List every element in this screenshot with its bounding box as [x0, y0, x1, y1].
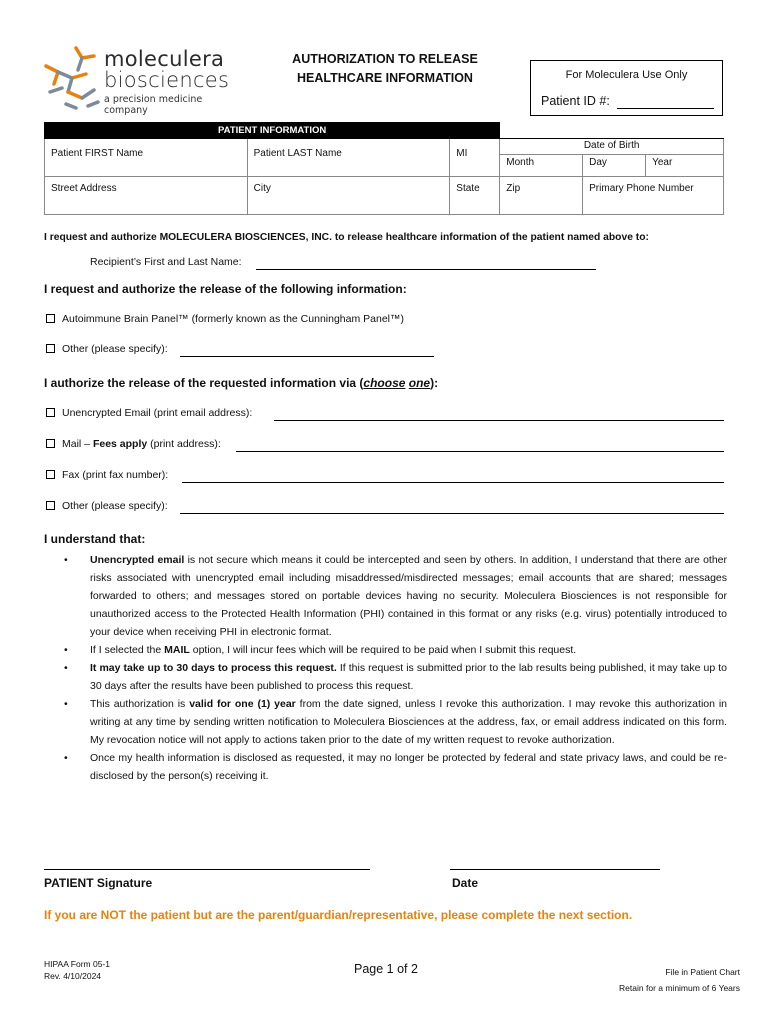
form-title-line1: AUTHORIZATION TO RELEASE: [292, 52, 478, 66]
option-brain-panel[interactable]: [46, 313, 404, 325]
brain-panel-checkbox[interactable]: [46, 314, 55, 323]
file-note: File in Patient Chart: [665, 967, 740, 977]
terms-item-mail-pre: If I selected the: [90, 644, 165, 656]
mail-label-post: (print address):: [147, 438, 221, 450]
terms-heading: I understand that:: [44, 532, 146, 546]
city-field[interactable]: [247, 177, 450, 215]
state-label: State: [456, 183, 480, 194]
dob-header: Date of Birth: [500, 139, 724, 155]
middle-initial-field[interactable]: [450, 139, 500, 177]
request-statement: I request and authorize MOLECULERA BIOSCIENCES, INC. to release healthcare information of the patient named above to:: [44, 232, 649, 243]
mail-label-fees: Fees apply: [92, 438, 148, 450]
other-method-checkbox[interactable]: [46, 501, 55, 510]
recipient-name-label: Recipient’s First and Last Name:: [90, 256, 242, 268]
first-name-label: Patient FIRST Name: [51, 148, 144, 159]
release-info-heading: I request and authorize the release of the following information:: [44, 282, 407, 296]
internal-use-box: [530, 60, 723, 116]
other-info-checkbox[interactable]: [46, 344, 55, 353]
release-via-heading: [44, 376, 438, 390]
terms-item-validity-bold: valid for one (1) year: [189, 698, 296, 710]
via-heading-choose: choose: [363, 376, 406, 390]
terms-item-email: [62, 551, 727, 641]
patient-signature-field[interactable]: [44, 856, 370, 870]
form-title-line2: HEALTHCARE INFORMATION: [297, 71, 473, 85]
mail-address-field[interactable]: [236, 438, 724, 452]
logo-tagline: a precision medicine company: [104, 94, 203, 116]
terms-item-mail-text: option, I will incur fees which will be required to be paid when I submit this request.: [189, 644, 577, 656]
last-name-field[interactable]: [247, 139, 450, 177]
option-mail[interactable]: [46, 438, 221, 450]
zip-label: Zip: [506, 183, 521, 194]
fax-number-field[interactable]: [182, 469, 724, 483]
dob-day-label: Day: [589, 157, 607, 168]
last-name-label: Patient LAST Name: [253, 148, 342, 159]
patient-information-table: [44, 122, 724, 215]
phone-label: Primary Phone Number: [589, 183, 694, 194]
page-number: Page 1 of 2: [354, 962, 418, 976]
fax-checkbox[interactable]: [46, 470, 55, 479]
option-other-info[interactable]: [46, 343, 168, 355]
terms-list: [62, 551, 727, 785]
other-info-label: Other (please specify):: [62, 343, 168, 355]
form-id: HIPAA Form 05-1: [44, 959, 110, 969]
option-email[interactable]: [46, 407, 252, 419]
terms-item-validity-pre: This authorization is: [90, 698, 190, 710]
terms-item-validity-text: from the date signed, unless I revoke this authorization. I may revoke this authorization in writing at any time by sending written notification to Moleculera Biosciences at the address, fax, or email address indicated on this form. My revocation notice will not apply to actions taken prior to the date of my written request to revoke authorization.: [90, 698, 728, 746]
logo-name-line1: moleculera: [104, 47, 225, 71]
dob-day-field[interactable]: [583, 155, 646, 177]
guardian-notice: If you are NOT the patient but are the parent/guardian/representative, please complete the next section.: [44, 908, 633, 922]
retain-note: Retain for a minimum of 6 Years: [619, 983, 740, 993]
mail-checkbox[interactable]: [46, 439, 55, 448]
middle-initial-label: MI: [456, 148, 468, 159]
first-name-field[interactable]: [45, 139, 248, 177]
terms-item-processing-bold: It may take up to 30 days to process this request.: [90, 662, 337, 674]
signature-date-field[interactable]: [450, 856, 660, 870]
via-heading-pre: I authorize the release of the requested information via (: [44, 376, 364, 390]
option-other-method[interactable]: [46, 500, 168, 512]
email-checkbox[interactable]: [46, 408, 55, 417]
email-field[interactable]: [274, 407, 724, 421]
other-info-field[interactable]: [180, 343, 434, 357]
city-label: City: [253, 183, 271, 194]
patient-id-field[interactable]: [617, 108, 714, 109]
via-heading-post: ):: [430, 376, 439, 390]
other-method-field[interactable]: [180, 500, 724, 514]
dob-month-label: Month: [506, 157, 535, 168]
patient-signature-label: PATIENT Signature: [44, 876, 153, 890]
terms-item-processing: [62, 659, 727, 695]
terms-item-email-bold: Unencrypted email: [90, 554, 185, 566]
dob-month-field[interactable]: [500, 155, 583, 177]
dob-year-label: Year: [652, 157, 673, 168]
other-method-label: Other (please specify):: [62, 500, 168, 512]
form-identifier: [44, 958, 110, 982]
street-address-label: Street Address: [51, 183, 117, 194]
terms-item-processing-text: If this request is submitted prior to the lab results being published, it may take up to 30 days after the results have been published to process this request.: [90, 662, 727, 692]
option-fax[interactable]: [46, 469, 168, 481]
patient-id-label: Patient ID #:: [541, 94, 610, 108]
terms-item-mail: [62, 641, 727, 659]
retention-note: [560, 964, 740, 996]
mail-label-pre: Mail –: [62, 438, 93, 450]
via-heading-one: one: [408, 376, 431, 390]
state-field[interactable]: [450, 177, 500, 215]
terms-item-mail-bold: MAIL: [164, 644, 190, 656]
recipient-name-field[interactable]: [256, 256, 596, 270]
patient-info-header: PATIENT INFORMATION: [45, 123, 500, 139]
signature-date-label: Date: [452, 876, 479, 890]
form-revision: Rev. 4/10/2024: [44, 971, 102, 981]
company-logo: [42, 44, 242, 116]
form-title: [280, 50, 490, 88]
zip-field[interactable]: [500, 177, 583, 215]
terms-item-redisclosure: • Once my health information is disclosed as requested, it may no longer be protected by federal and state privacy laws, and could be re-disclosed by the person(s) receiving it.: [62, 749, 727, 785]
internal-use-label: For Moleculera Use Only: [565, 69, 688, 81]
dob-year-field[interactable]: [646, 155, 724, 177]
logo-name-line2: biosciences: [104, 68, 230, 92]
street-address-field[interactable]: [45, 177, 248, 215]
email-label: Unencrypted Email (print email address):: [62, 407, 253, 419]
phone-field[interactable]: [583, 177, 724, 215]
terms-item-validity: [62, 695, 727, 749]
brain-panel-label: Autoimmune Brain Panel™ (formerly known as the Cunningham Panel™): [62, 313, 404, 325]
fax-label: Fax (print fax number):: [62, 469, 169, 481]
logo-mark-icon: [42, 44, 102, 112]
terms-item-email-text: is not secure which means it could be intercepted and seen by others. In addition, I understand that there are other risks associated with unencrypted email including misaddressed/misdirected messages; email accounts that are shared; messages forwarded to others; and messages stored on portable devices having no security. Moleculera Biosciences is not responsible for unauthorized access to the Protected Health Information (PHI) contained in this format or any risks (e.g. virus) potentially introduced to your device when receiving PHI in electronic format.: [90, 554, 727, 638]
